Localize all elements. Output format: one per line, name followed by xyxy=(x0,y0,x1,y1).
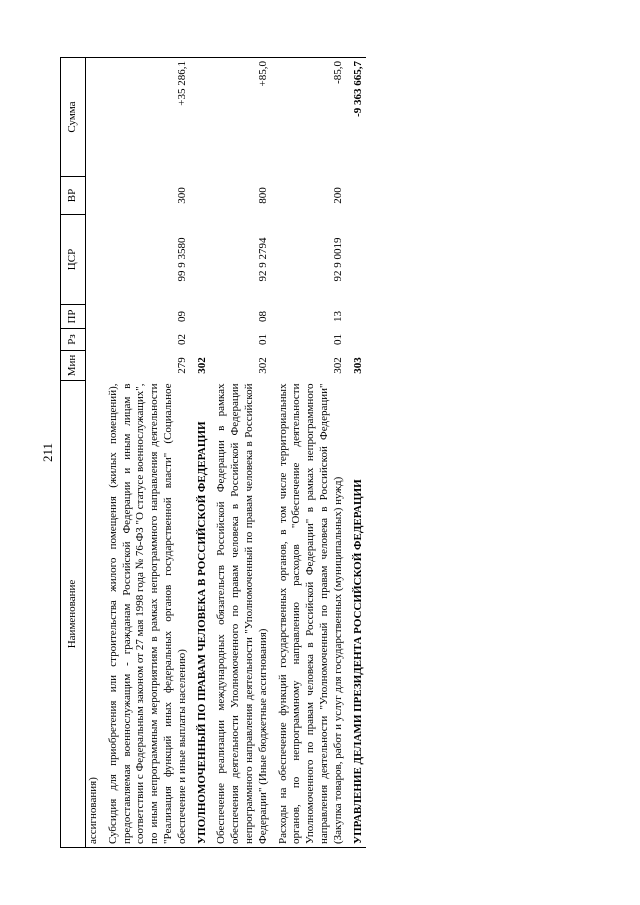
table-header-row xyxy=(61,58,86,848)
cell-min: 302 xyxy=(256,357,269,374)
table-row xyxy=(191,58,211,848)
cell-sum: -85,0 xyxy=(272,58,347,177)
cell-vr: 200 xyxy=(331,187,344,204)
cell-name: Расходы на обеспечение функций государственных органов, в том числе территориальных органов, по непрограммному направлению расходов "Обеспечение деятельности Уполномоченного по правам человека в Российской Федерации" в рамках непрограммного направления деятельности "Уполномоченный по правам человека в Российской Федерации" (Закупка товаров, работ и услуг для государственных (муниципальных) нужд) xyxy=(272,381,347,848)
cell-sum xyxy=(191,58,211,177)
table-row xyxy=(102,58,191,848)
table-row xyxy=(347,58,367,848)
cell-csr xyxy=(191,215,211,305)
header-name: Наименование xyxy=(61,381,86,848)
cell-sum: +85,0 xyxy=(210,58,271,177)
cell-csr xyxy=(347,215,367,305)
cell-vr: 800 xyxy=(256,187,269,204)
cell-rz: 01 xyxy=(256,334,269,345)
cell-name: УПРАВЛЕНИЕ ДЕЛАМИ ПРЕЗИДЕНТА РОССИЙСКОЙ ФЕДЕРАЦИИ xyxy=(347,381,367,848)
cell-min: 303 xyxy=(351,357,364,374)
cell-min xyxy=(86,351,102,381)
header-vr: ВР xyxy=(61,177,86,215)
cell-name: УПОЛНОМОЧЕННЫЙ ПО ПРАВАМ ЧЕЛОВЕКА В РОССИЙСКОЙ ФЕДЕРАЦИИ xyxy=(191,381,211,848)
cell-sum: -9 363 665,7 xyxy=(347,58,367,177)
cell-sum: +35 286,1 xyxy=(102,58,191,177)
cell-min: 302 xyxy=(331,357,344,374)
header-pr: ПР xyxy=(61,305,86,329)
cell-pr: 13 xyxy=(331,311,344,322)
cell-csr xyxy=(86,215,102,305)
header-rz: Рз xyxy=(61,329,86,351)
cell-csr: 99 9 3580 xyxy=(175,237,188,282)
cell-pr: 08 xyxy=(256,311,269,322)
cell-rz: 02 xyxy=(175,334,188,345)
cell-vr xyxy=(191,177,211,215)
header-csr: ЦСР xyxy=(61,215,86,305)
cell-csr: 92 9 0019 xyxy=(331,237,344,282)
cell-rz xyxy=(347,329,367,351)
cell-rz xyxy=(191,329,211,351)
cell-pr xyxy=(347,305,367,329)
page-number: 211 xyxy=(40,442,55,463)
cell-name: Субсидия для приобретения или строительства жилого помещения (жилых помещений), предоставляемая военнослужащим - гражданам Российской Федерации и иным лицам в соответствии с Федеральным законом от 27 мая 1998 года № 76-ФЗ "О статусе военнослужащих", по иным непрограммным мероприятиям в рамках непрограммного направления деятельности "Реализация функций иных федеральных органов государственной власти" (Социальное обеспечение и иные выплаты населению) xyxy=(102,381,191,848)
cell-csr: 92 9 2794 xyxy=(256,237,269,282)
cell-min: 302 xyxy=(195,357,208,374)
cell-pr xyxy=(191,305,211,329)
cell-rz xyxy=(86,329,102,351)
cell-name: ассигнования) xyxy=(86,381,102,848)
header-min: Мин xyxy=(61,351,86,381)
cell-min: 279 xyxy=(175,357,188,374)
cell-vr xyxy=(347,177,367,215)
cell-pr: 09 xyxy=(175,311,188,322)
cell-vr xyxy=(86,177,102,215)
cell-rz: 01 xyxy=(331,334,344,345)
cell-pr xyxy=(86,305,102,329)
cell-sum xyxy=(86,58,102,177)
header-sum: Сумма xyxy=(61,58,86,177)
budget-table xyxy=(60,57,366,848)
table-row xyxy=(272,58,347,848)
cell-name: Обеспечение реализации международных обязательств Российской Федерации в рамках обеспечения деятельности Уполномоченного по правам человека в Российской Федерации непрограммного направления деятельности "Уполномоченный по правам человека в Российской Федерации" (Иные бюджетные ассигнования) xyxy=(210,381,271,848)
table-row xyxy=(86,58,102,848)
cell-vr: 300 xyxy=(175,187,188,204)
table-row xyxy=(210,58,271,848)
